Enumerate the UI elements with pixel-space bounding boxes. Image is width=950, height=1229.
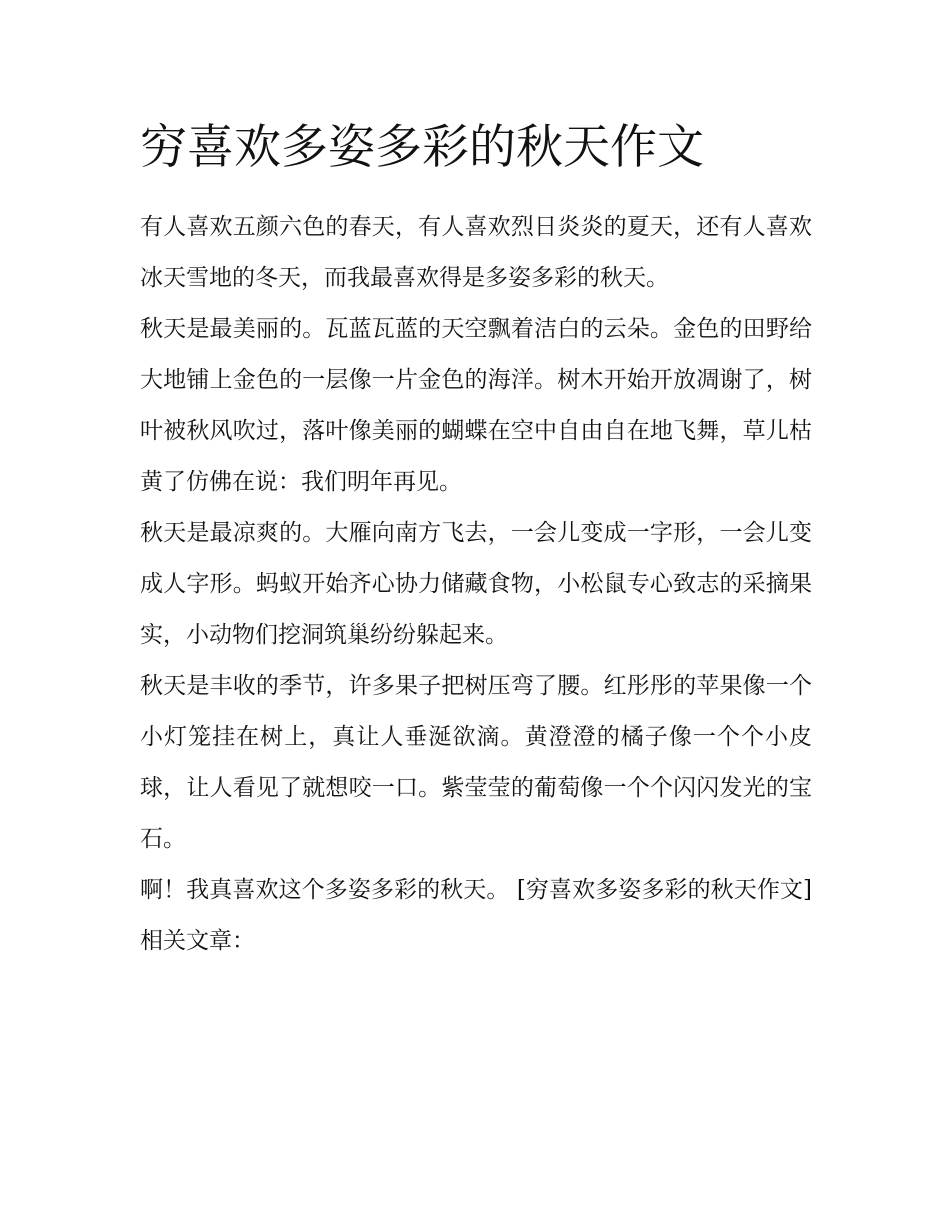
paragraph-harvest: 秋天是丰收的季节，许多果子把树压弯了腰。红彤彤的苹果像一个小灯笼挂在树上，真让人垂涎欲滴。黄澄澄的橘子像一个个小皮球，让人看见了就想咬一口。紫莹莹的葡萄像一个个闪闪发光的宝石。	[140, 673, 812, 852]
article-title: 穷喜欢多姿多彩的秋天作文	[140, 120, 704, 175]
paragraph-intro: 有人喜欢五颜六色的春天，有人喜欢烈日炎炎的夏天，还有人喜欢冰天雪地的冬天，而我最喜欢得是多姿多彩的秋天。	[140, 214, 812, 291]
article-body	[140, 116, 812, 967]
paragraph-cool: 秋天是最凉爽的。大雁向南方飞去，一会儿变成一字形，一会儿变成人字形。蚂蚁开始齐心协力储藏食物，小松鼠专心致志的采摘果实，小动物们挖洞筑巢纷纷躲起来。	[140, 520, 812, 648]
paragraph-conclusion: 啊！我真喜欢这个多姿多彩的秋天。 [穷喜欢多姿多彩的秋天作文]相关文章：	[140, 877, 812, 954]
paragraph-beauty: 秋天是最美丽的。瓦蓝瓦蓝的天空飘着洁白的云朵。金色的田野给大地铺上金色的一层像一片金色的海洋。树木开始开放凋谢了，树叶被秋风吹过，落叶像美丽的蝴蝶在空中自由自在地飞舞，草儿枯黄了仿佛在说：我们明年再见。	[140, 316, 812, 495]
